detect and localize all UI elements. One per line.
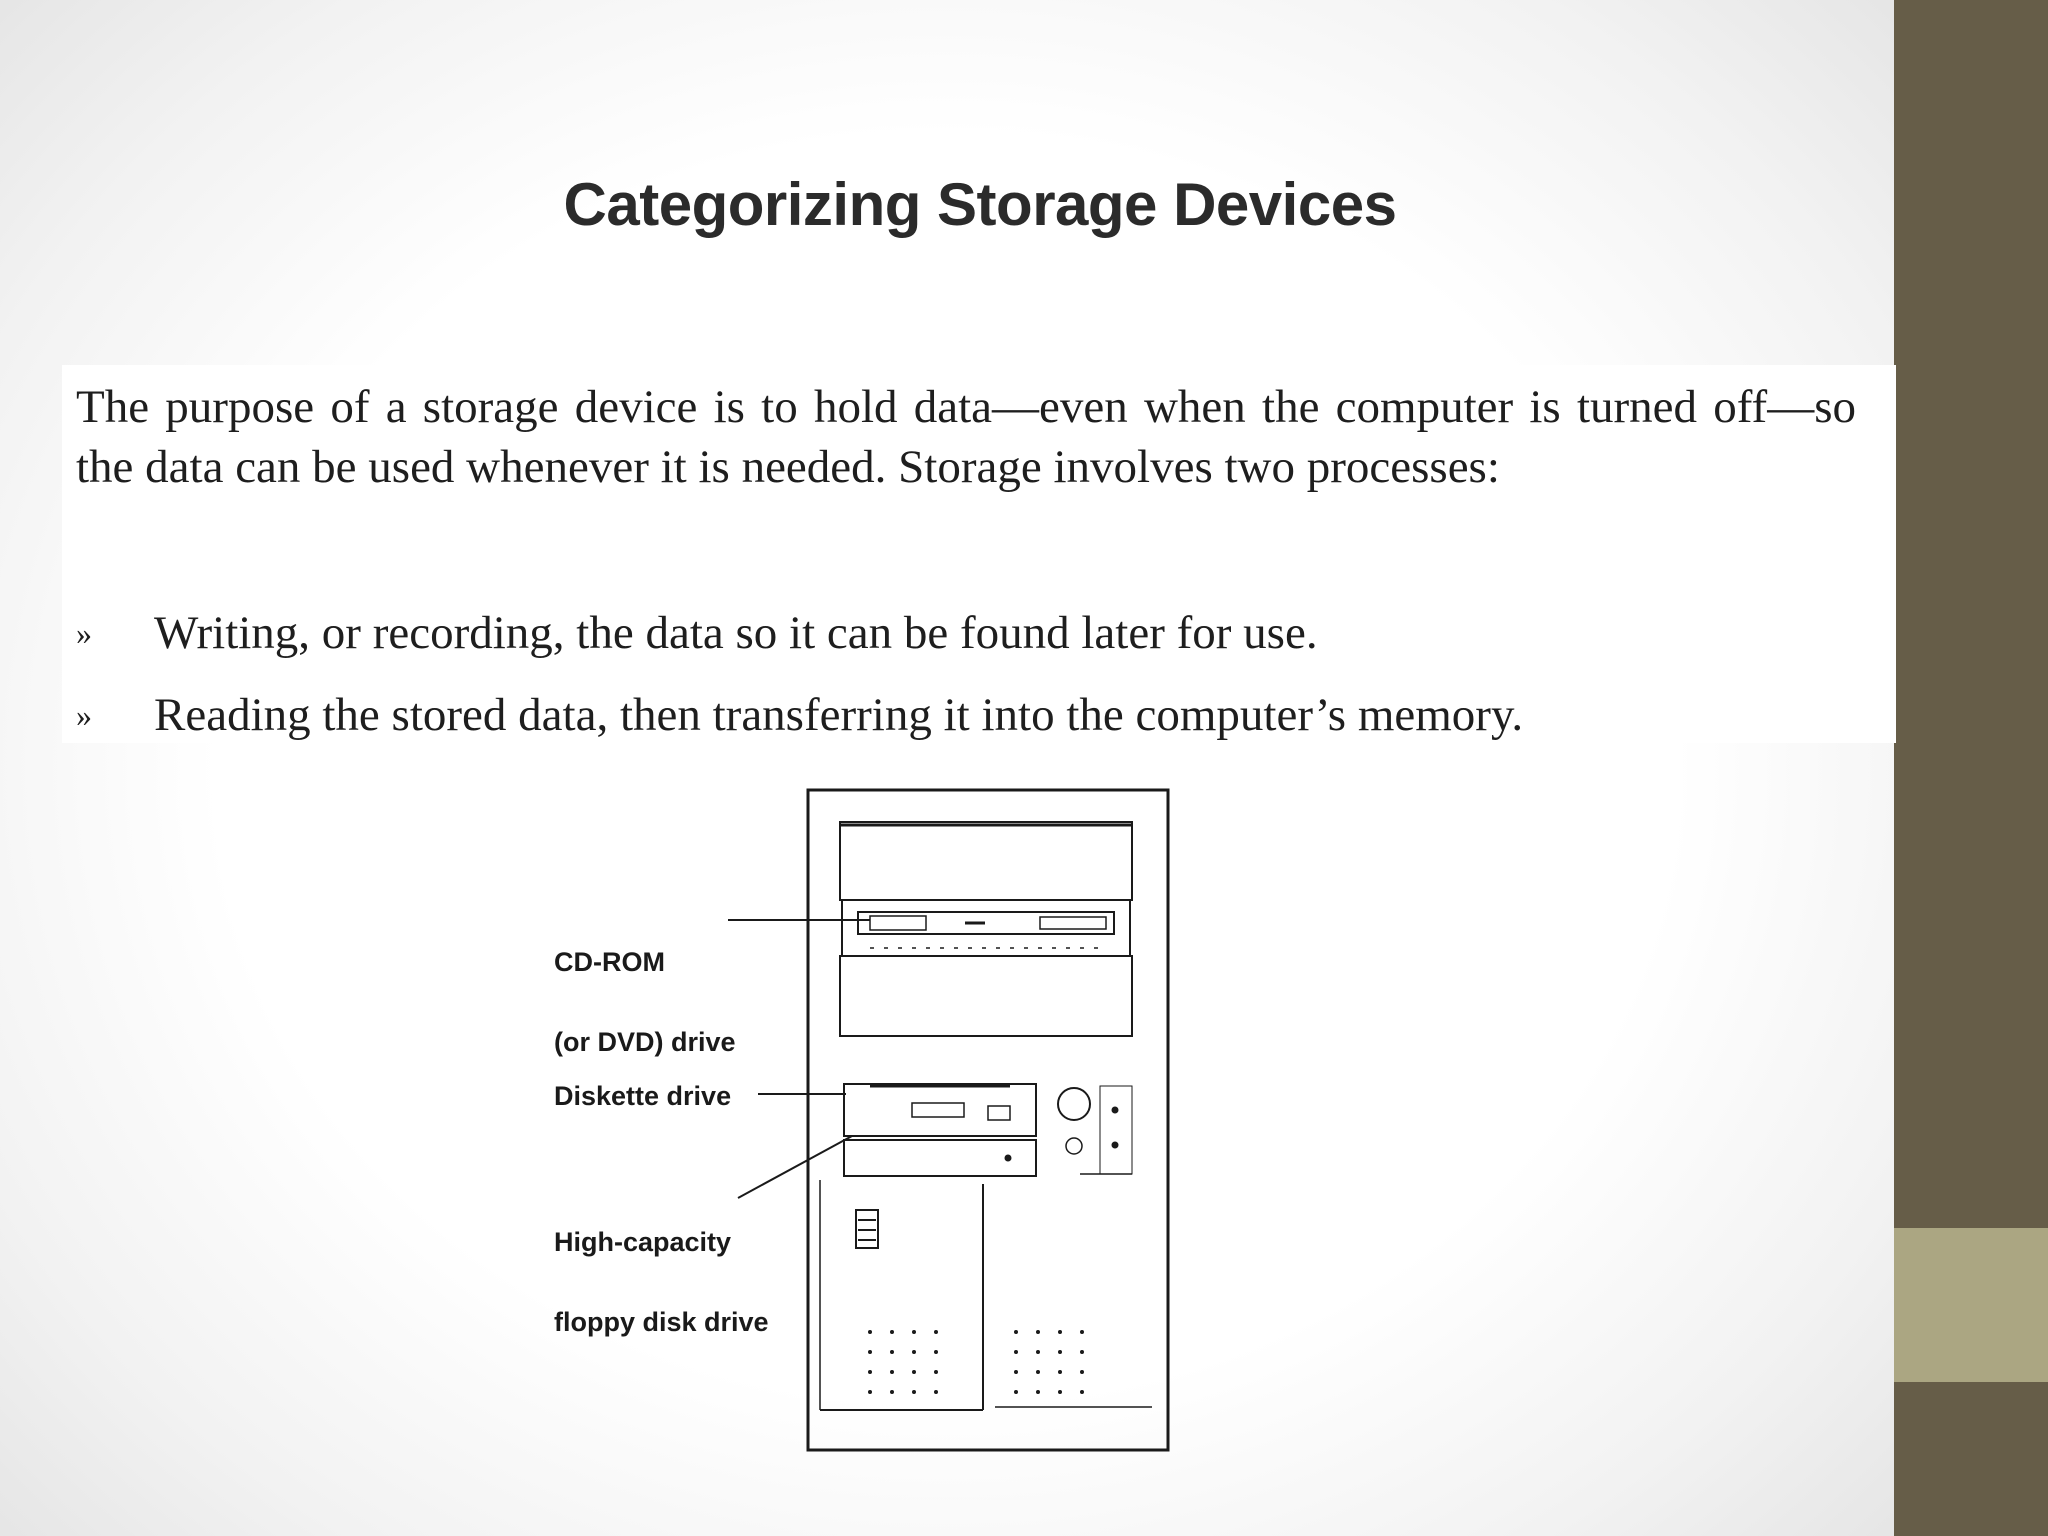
bullet-text: Writing, or recording, the data so it can be found later for use. xyxy=(154,607,1318,659)
high-capacity-label-line2: floppy disk drive xyxy=(554,1307,769,1337)
bullet-item xyxy=(76,674,1876,756)
computer-tower-drawing xyxy=(540,780,1180,1460)
side-rail-bottom xyxy=(1894,1382,2048,1536)
bullet-list xyxy=(76,592,1876,756)
computer-tower-figure xyxy=(540,780,1180,1460)
slide-title: Categorizing Storage Devices xyxy=(563,171,1397,238)
bullet-marker: » xyxy=(76,614,89,651)
intro-paragraph: The purpose of a storage device is to hold data—even when the computer is turned off—so the data can be used whenever it is needed. Storage involves two processes: xyxy=(76,381,1856,493)
bullet-item xyxy=(76,592,1876,674)
high-capacity-label-line1: High-capacity xyxy=(554,1227,732,1257)
side-rail-accent xyxy=(1894,1228,2048,1382)
cdrom-label-line2: (or DVD) drive xyxy=(554,1027,736,1057)
diskette-label: Diskette drive xyxy=(554,1081,732,1111)
bullet-marker: » xyxy=(76,696,89,733)
bullet-text: Reading the stored data, then transferring it into the computer’s memory. xyxy=(154,689,1524,741)
cdrom-label-line1: CD-ROM xyxy=(554,947,665,977)
